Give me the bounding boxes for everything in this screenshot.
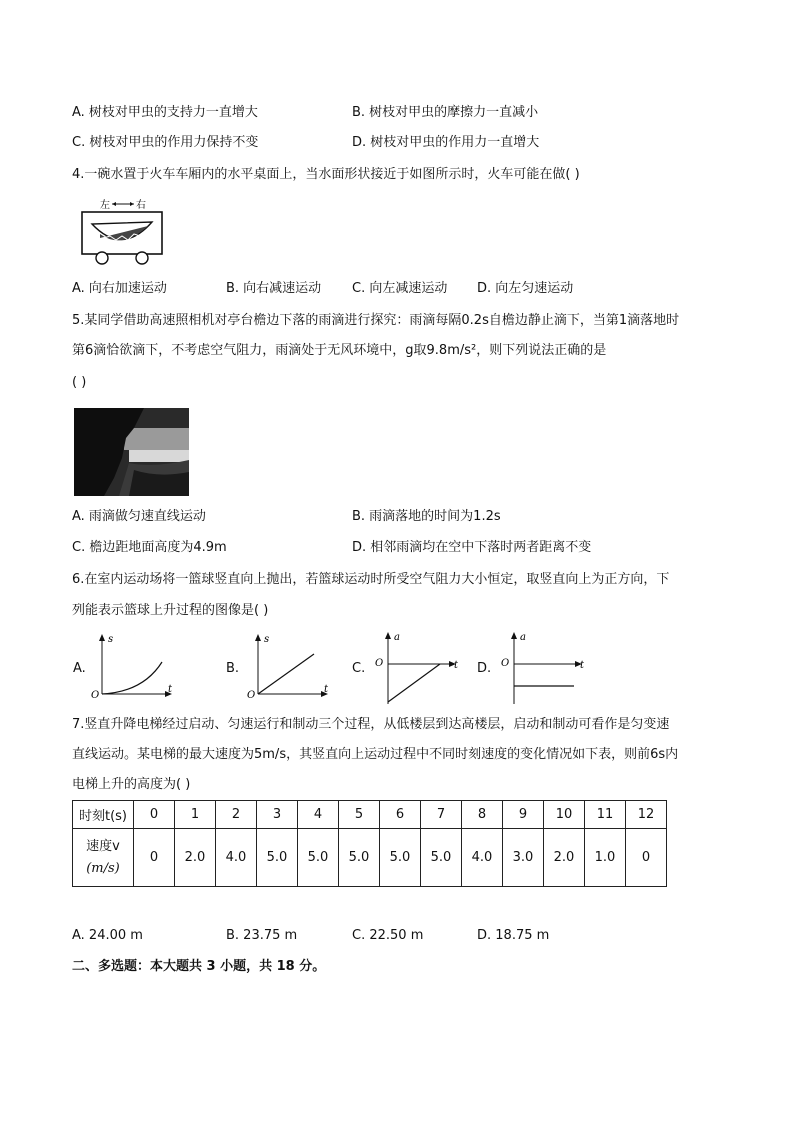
q6-graph-b bbox=[244, 632, 334, 702]
table-cell: 1 bbox=[175, 801, 216, 829]
q4-option-b: B. 向右减速运动 bbox=[226, 281, 322, 296]
svg-text:s: s bbox=[108, 634, 114, 645]
q6-graph-c bbox=[368, 628, 463, 708]
table-cell: 4.0 bbox=[216, 829, 257, 887]
svg-text:t: t bbox=[168, 684, 173, 695]
q4-train-bowl-figure bbox=[78, 196, 168, 266]
table-cell: 5.0 bbox=[257, 829, 298, 887]
q7-velocity-table bbox=[72, 800, 667, 887]
q7-stem-line2: 直线运动。某电梯的最大速度为5m/s，其竖直向上运动过程中不同时刻速度的变化情况如下表，则前6s内 bbox=[72, 747, 679, 762]
q6-option-c-letter: C. bbox=[352, 661, 366, 676]
table-cell: 11 bbox=[585, 801, 626, 829]
table-cell: 8 bbox=[462, 801, 503, 829]
svg-text:s: s bbox=[264, 634, 270, 645]
q6-option-a-letter: A. bbox=[73, 661, 86, 676]
q4-option-d: D. 向左匀速运动 bbox=[477, 281, 574, 296]
q3-option-d: D. 树枝对甲虫的作用力一直增大 bbox=[352, 135, 540, 150]
svg-text:a: a bbox=[520, 632, 526, 643]
svg-text:O: O bbox=[375, 658, 384, 669]
q6-graph-a bbox=[88, 632, 178, 702]
table-cell: 2 bbox=[216, 801, 257, 829]
svg-text:a: a bbox=[394, 632, 400, 643]
q6-stem-line1: 6.在室内运动场将一篮球竖直向上抛出，若篮球运动时所受空气阻力大小恒定，取竖直向上为正方向，下 bbox=[72, 572, 670, 587]
q7-option-c: C. 22.50 m bbox=[352, 928, 424, 943]
q5-stem-line3: ( ) bbox=[72, 375, 87, 390]
q6-stem-line2: 列能表示篮球上升过程的图像是( ) bbox=[72, 603, 269, 618]
q6-option-b-letter: B. bbox=[226, 661, 240, 676]
table-cell: 0 bbox=[134, 801, 175, 829]
table-cell: 5 bbox=[339, 801, 380, 829]
table-header-speed: 速度v (m/s) bbox=[73, 829, 134, 887]
table-row-speed bbox=[73, 829, 667, 887]
svg-text:t: t bbox=[454, 660, 459, 671]
table-cell: 1.0 bbox=[585, 829, 626, 887]
svg-text:t: t bbox=[324, 684, 329, 695]
q6-graph-d bbox=[494, 628, 589, 708]
q3-option-a: A. 树枝对甲虫的支持力一直增大 bbox=[72, 105, 258, 120]
table-cell: 10 bbox=[544, 801, 585, 829]
q3-option-b: B. 树枝对甲虫的摩擦力一直减小 bbox=[352, 105, 539, 120]
table-cell: 5.0 bbox=[339, 829, 380, 887]
q4-option-c: C. 向左减速运动 bbox=[352, 281, 448, 296]
table-cell: 6 bbox=[380, 801, 421, 829]
q5-option-c: C. 檐边距地面高度为4.9m bbox=[72, 540, 227, 555]
q7-stem-line3: 电梯上升的高度为( ) bbox=[72, 777, 191, 792]
table-cell: 4.0 bbox=[462, 829, 503, 887]
table-cell: 5.0 bbox=[298, 829, 339, 887]
q7-option-d: D. 18.75 m bbox=[477, 928, 550, 943]
svg-text:t: t bbox=[580, 660, 585, 671]
q4-label-right: 右 bbox=[136, 200, 146, 211]
table-cell: 9 bbox=[503, 801, 544, 829]
table-cell: 12 bbox=[626, 801, 667, 829]
table-cell: 2.0 bbox=[544, 829, 585, 887]
table-cell: 7 bbox=[421, 801, 462, 829]
section-2-heading: 二、多选题：本大题共 3 小题，共 18 分。 bbox=[72, 959, 326, 974]
table-cell: 0 bbox=[134, 829, 175, 887]
q5-rain-photo bbox=[74, 408, 189, 496]
svg-text:O: O bbox=[91, 690, 100, 701]
q5-stem-line2: 第6滴恰欲滴下，不考虑空气阻力，雨滴处于无风环境中，g取9.8m/s²，则下列说法正确的是 bbox=[72, 343, 607, 358]
q5-option-b: B. 雨滴落地的时间为1.2s bbox=[352, 509, 501, 524]
table-cell: 2.0 bbox=[175, 829, 216, 887]
svg-text:O: O bbox=[247, 690, 256, 701]
q4-option-a: A. 向右加速运动 bbox=[72, 281, 167, 296]
svg-text:O: O bbox=[501, 658, 510, 669]
q6-option-d-letter: D. bbox=[477, 661, 492, 676]
q4-label-left: 左 bbox=[100, 200, 110, 211]
table-cell: 0 bbox=[626, 829, 667, 887]
q7-option-b: B. 23.75 m bbox=[226, 928, 298, 943]
q3-option-c: C. 树枝对甲虫的作用力保持不变 bbox=[72, 135, 259, 150]
table-cell: 3 bbox=[257, 801, 298, 829]
table-header-time: 时刻t(s) bbox=[73, 801, 134, 829]
q7-stem-line1: 7.竖直升降电梯经过启动、匀速运行和制动三个过程，从低楼层到达高楼层，启动和制动可看作是匀变速 bbox=[72, 717, 670, 732]
q5-option-a: A. 雨滴做匀速直线运动 bbox=[72, 509, 206, 524]
table-cell: 3.0 bbox=[503, 829, 544, 887]
q5-stem-line1: 5.某同学借助高速照相机对亭台檐边下落的雨滴进行探究：雨滴每隔0.2s自檐边静止滴下，当第1滴落地时 bbox=[72, 313, 680, 328]
q5-option-d: D. 相邻雨滴均在空中下落时两者距离不变 bbox=[352, 540, 592, 555]
q4-stem: 4.一碗水置于火车车厢内的水平桌面上，当水面形状接近于如图所示时，火车可能在做( ) bbox=[72, 167, 580, 182]
table-cell: 5.0 bbox=[380, 829, 421, 887]
q7-option-a: A. 24.00 m bbox=[72, 928, 143, 943]
table-cell: 4 bbox=[298, 801, 339, 829]
table-row-time bbox=[73, 801, 667, 829]
table-cell: 5.0 bbox=[421, 829, 462, 887]
